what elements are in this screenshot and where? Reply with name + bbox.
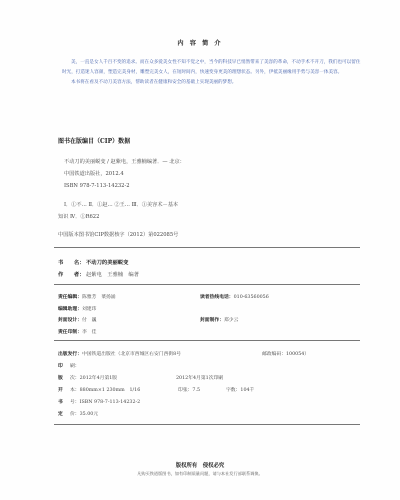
divider-book [54,284,360,285]
price-value: 价：35.00元 [70,412,99,417]
cover-production-label: 封面制作： [200,317,224,323]
cip-line-isbn: ISBN 978-7-113-14232-2 [64,183,130,189]
summary-body [62,58,362,88]
format-label: 开 [58,387,63,393]
divider-editors [54,340,360,341]
rights-note: 凡购买铁道版图书，如有印制质量问题，请与本社发行部联系调换。 [137,471,263,476]
cover-design-value: 付 巍 [82,318,97,323]
book-author-label: 作 者： [58,272,85,278]
postcode-field: 邮政编码：100054） [262,352,310,357]
format-value: 本：880mm×1 230mm 1/16 [70,388,141,393]
cip-line-record-number: 中国版本图书馆CIP数据核字（2012）第022085号 [58,232,179,238]
editorial-assistant-label: 编辑助理： [58,306,82,312]
responsible-editor-field [58,293,116,300]
print-label: 印 [58,363,63,369]
responsible-print-value: 李 佳 [82,330,97,335]
cover-design-field [58,316,96,323]
cover-design-label: 封面设计： [58,317,82,323]
editorial-assistant-value: 刘建玮 [82,307,97,312]
book-author-value: 赵紫电 王雅楠 编著 [86,272,139,278]
editorial-assistant-field [58,305,96,312]
divider-publication [54,424,360,425]
cip-line-subjects: Ⅰ．①不… Ⅱ．①赵… ②王… Ⅲ．①美容术－基本 [64,202,179,208]
responsible-print-label: 责任印制： [58,329,82,335]
edition-field [58,374,117,381]
publisher-value: 中国铁道出版社（北京市西城区右安门西街8号 [82,352,181,357]
reader-hotline-label: 读者热线电话： [200,294,234,300]
sheets-field: 印张：7.5 [178,388,201,393]
responsible-editor-value: 陈雅芳 菜扬涌 [82,295,116,300]
edition-value: 次：2012年4月第1版 [70,376,118,381]
print-field [58,362,80,369]
price-field [58,410,98,417]
rights-notice: 版权所有 侵权必究 [175,463,225,469]
divider-cip [54,247,360,248]
cip-line-publisher: 中国铁道出版社，2012.4 [64,171,124,177]
reader-hotline-value: 010-63560056 [233,295,269,300]
book-title-label: 书 名： [58,260,85,266]
responsible-print-field [58,328,96,335]
book-title-value: 不动刀的美丽蜕变 [86,260,129,266]
summary-title: 内 容 简 介 [177,40,223,47]
cover-production-field [200,316,238,323]
words-field: 字数：104千 [226,388,255,393]
cover-production-value: 郑少云 [224,318,239,323]
cip-heading: 图书在版编目（CIP）数据 [58,138,131,145]
edition-label: 版 [58,375,63,381]
cip-line-title: 不动刀的美丽蜕变 / 赵紫电，王雅楠编著．— 北京： [64,159,185,165]
summary-paragraph-2: 本书将在看及不动刀美容方法，帮助读者在健康和安全的基础上实现美丽的梦想。 [71,80,237,85]
reader-hotline-field [200,293,269,300]
edition-print-field: 2012年4月第1次印刷 [176,376,224,381]
summary-paragraph-1: 美，一直是女人千百不变的追求。而在众多爱美女性不知不觉之中，当今的科技早已悄然带来了美容的革命，不动手术不开刀，我们也可以留住时光，打造迷人容颜，塑造完美身材，雕塑完美女人，在短时间内，快速变身更美的理想状态。另外，伊抵美丽缘用手势与美容一体美容。 [62,60,361,75]
cip-line-classification: 知识 Ⅳ．①R622 [58,214,100,220]
isbn-value: 号：ISBN 978-7-113-14232-2 [70,400,141,405]
publisher-field [58,350,181,357]
price-label: 定 [58,411,63,417]
print-value: 刷： [70,364,80,369]
isbn-field [58,398,140,405]
format-field [58,386,140,393]
publisher-label: 出版发行： [58,351,82,357]
isbn-label: 书 [58,399,63,405]
responsible-editor-label: 责任编辑： [58,294,82,300]
